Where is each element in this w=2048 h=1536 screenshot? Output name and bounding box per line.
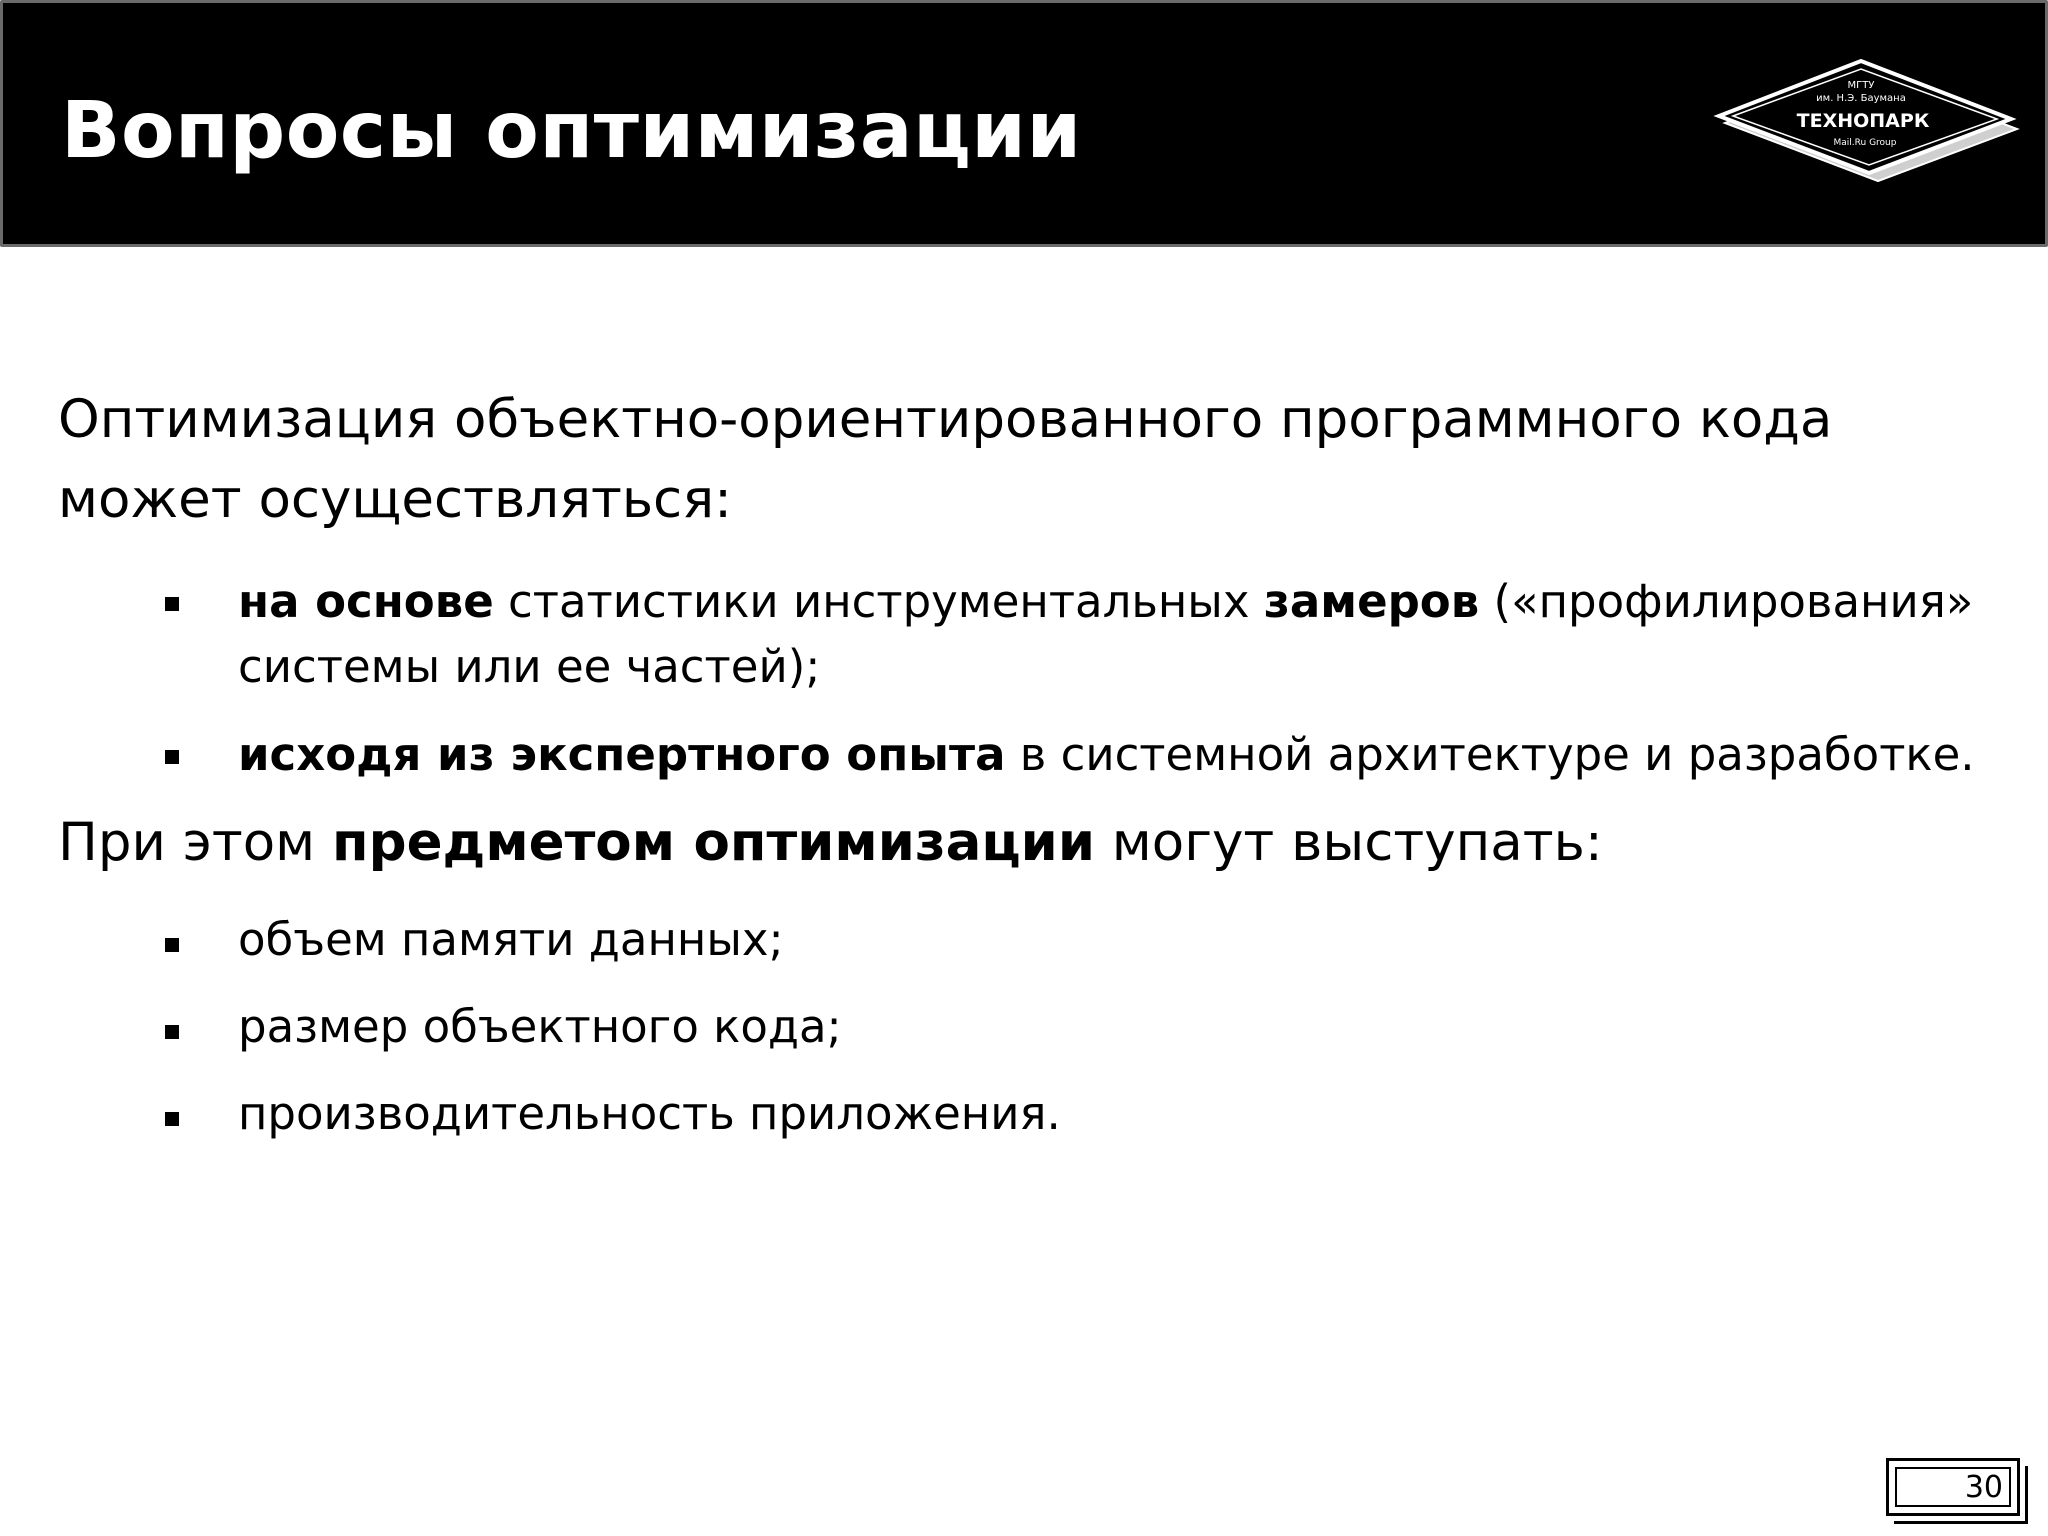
subject-text: производительность приложения. <box>238 1087 1061 1140</box>
list-item <box>58 722 1998 787</box>
bullet-icon <box>165 938 179 952</box>
bullet-icon <box>165 597 179 611</box>
technopark-logo <box>1711 55 2021 185</box>
method-text: статистики инструментальных <box>493 575 1264 628</box>
logo-line1: МГТУ <box>1847 80 1875 91</box>
methods-list <box>58 569 1998 787</box>
bullet-icon <box>165 1112 179 1126</box>
logo-sub: Mail.Ru Group <box>1833 138 1897 148</box>
logo-line2: им. Н.Э. Баумана <box>1816 93 1906 104</box>
subjects-intro-prefix: При этом <box>58 812 333 873</box>
method-bold: замеров <box>1263 575 1480 628</box>
slide-content <box>58 380 1998 1144</box>
page-number: 30 <box>1964 1470 2003 1505</box>
method-text: («профилирования» системы или ее частей); <box>238 575 1974 693</box>
method-bold: исходя из экспертного опыта <box>238 728 1006 781</box>
list-item <box>58 997 1998 1057</box>
method-bold: на основе <box>238 575 494 628</box>
list-item <box>58 910 1998 970</box>
bullet-icon <box>165 750 179 764</box>
slide-header <box>0 0 2048 247</box>
subjects-intro-paragraph <box>58 803 1998 883</box>
subjects-intro-suffix: могут выступать: <box>1094 812 1603 873</box>
bullet-icon <box>165 1025 179 1039</box>
subjects-intro-bold: предметом оптимизации <box>332 812 1095 873</box>
subject-text: объем памяти данных; <box>238 913 784 966</box>
method-text: в системной архитектуре и разработке. <box>1005 728 1975 781</box>
subjects-list <box>58 910 1998 1144</box>
page-number-box <box>1886 1458 2020 1516</box>
list-item <box>58 1084 1998 1144</box>
intro-paragraph: Оптимизация объектно-ориентированного программного кода может осуществляться: <box>58 389 1833 530</box>
list-item <box>58 569 1998 699</box>
logo-brand: ТЕХНОПАРК <box>1796 110 1930 132</box>
slide-title: Вопросы оптимизации <box>61 86 1082 176</box>
subject-text: размер объектного кода; <box>238 1000 842 1053</box>
